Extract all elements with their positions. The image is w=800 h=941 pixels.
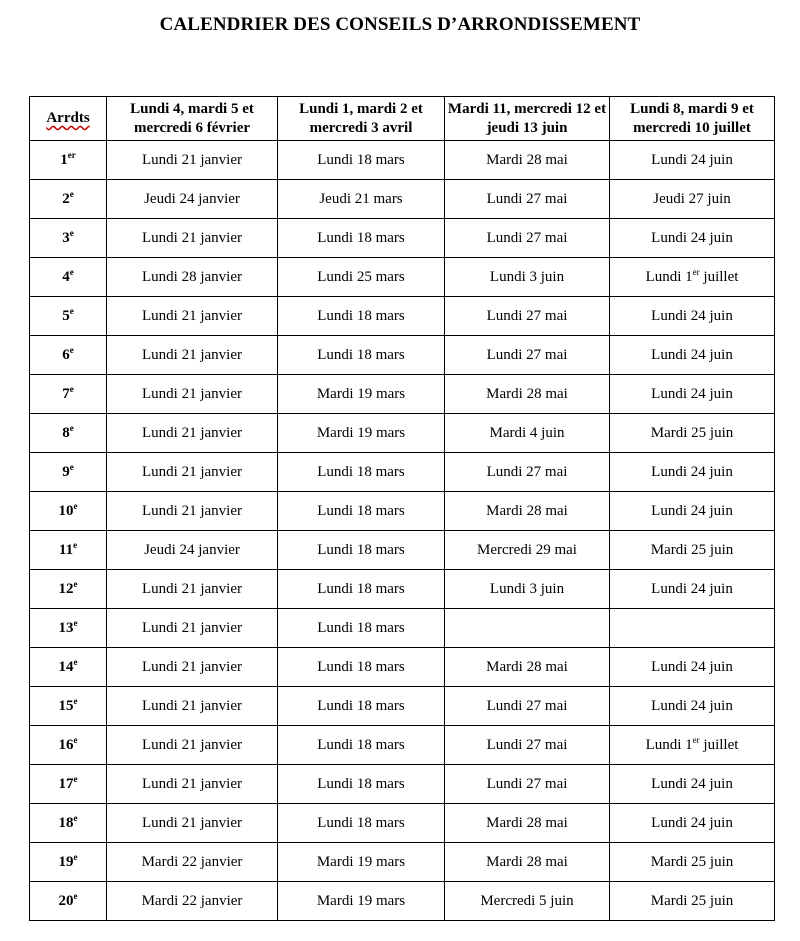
table-row xyxy=(30,219,775,258)
date-cell-june: Lundi 27 mai xyxy=(445,336,610,375)
arrondissement-suffix: e xyxy=(73,851,78,862)
arrondissement-number: 1 xyxy=(60,151,68,168)
table-row xyxy=(30,336,775,375)
date-cell-february: Lundi 21 janvier xyxy=(107,141,278,180)
table-row xyxy=(30,258,775,297)
table-row xyxy=(30,843,775,882)
date-cell-april: Lundi 18 mars xyxy=(278,531,445,570)
table-row xyxy=(30,687,775,726)
table-row xyxy=(30,414,775,453)
date-cell-july xyxy=(610,609,775,648)
date-cell-february: Lundi 21 janvier xyxy=(107,492,278,531)
date-cell-june: Mercredi 29 mai xyxy=(445,531,610,570)
arrondissement-suffix: e xyxy=(73,695,78,706)
date-cell-june: Lundi 27 mai xyxy=(445,453,610,492)
arrondissement-suffix: e xyxy=(73,539,78,550)
arrondissement-cell xyxy=(30,492,107,531)
arrondissement-number: 15 xyxy=(58,697,74,714)
date-cell-february: Lundi 21 janvier xyxy=(107,726,278,765)
date-cell-february: Lundi 21 janvier xyxy=(107,414,278,453)
date-cell-june: Mardi 28 mai xyxy=(445,492,610,531)
header-session-june: Mardi 11, mercredi 12 et jeudi 13 juin xyxy=(445,97,610,141)
date-cell-july: Mardi 25 juin xyxy=(610,531,775,570)
arrondissement-number: 9 xyxy=(62,463,70,480)
date-cell-july: Jeudi 27 juin xyxy=(610,180,775,219)
ordinal-suffix: er xyxy=(692,734,700,745)
table-row xyxy=(30,297,775,336)
calendar-table xyxy=(29,96,775,921)
arrondissement-cell xyxy=(30,726,107,765)
arrondissement-suffix: e xyxy=(73,578,78,589)
arrondissement-cell xyxy=(30,882,107,921)
arrondissement-cell xyxy=(30,804,107,843)
date-cell-february: Lundi 21 janvier xyxy=(107,219,278,258)
table-row xyxy=(30,765,775,804)
arrondissement-number: 4 xyxy=(62,268,70,285)
date-cell-july: Mardi 25 juin xyxy=(610,414,775,453)
table-row xyxy=(30,570,775,609)
date-cell-july: Lundi 24 juin xyxy=(610,375,775,414)
arrondissement-suffix: e xyxy=(73,617,78,628)
date-cell-april: Lundi 18 mars xyxy=(278,336,445,375)
arrondissement-suffix: er xyxy=(67,149,76,160)
date-cell-april: Lundi 18 mars xyxy=(278,765,445,804)
arrondissement-suffix: e xyxy=(69,305,74,316)
arrondissement-suffix: e xyxy=(69,188,74,199)
table-row xyxy=(30,375,775,414)
date-cell-june: Lundi 27 mai xyxy=(445,687,610,726)
arrondissement-suffix: e xyxy=(69,266,74,277)
date-cell-june: Mardi 28 mai xyxy=(445,141,610,180)
date-cell-february: Lundi 21 janvier xyxy=(107,687,278,726)
arrondissement-cell xyxy=(30,843,107,882)
arrondissement-cell xyxy=(30,570,107,609)
date-cell-june xyxy=(445,609,610,648)
date-cell-february: Mardi 22 janvier xyxy=(107,843,278,882)
date-cell-june: Lundi 27 mai xyxy=(445,726,610,765)
date-cell-february: Lundi 21 janvier xyxy=(107,765,278,804)
table-row xyxy=(30,453,775,492)
date-cell-june: Lundi 27 mai xyxy=(445,180,610,219)
date-cell-july: Lundi 1er juillet xyxy=(610,726,775,765)
date-cell-february: Lundi 28 janvier xyxy=(107,258,278,297)
date-cell-june: Mardi 4 juin xyxy=(445,414,610,453)
date-cell-july: Mardi 25 juin xyxy=(610,843,775,882)
date-cell-july: Lundi 24 juin xyxy=(610,492,775,531)
arrondissement-cell xyxy=(30,258,107,297)
arrondissement-cell xyxy=(30,375,107,414)
date-cell-july: Lundi 1er juillet xyxy=(610,258,775,297)
date-cell-april: Mardi 19 mars xyxy=(278,375,445,414)
date-cell-february: Lundi 21 janvier xyxy=(107,336,278,375)
ordinal-suffix: er xyxy=(692,266,700,277)
date-cell-july: Lundi 24 juin xyxy=(610,336,775,375)
arrondissement-cell xyxy=(30,648,107,687)
date-cell-june: Lundi 3 juin xyxy=(445,570,610,609)
arrondissement-number: 11 xyxy=(58,541,74,558)
date-cell-june: Mardi 28 mai xyxy=(445,804,610,843)
arrondissement-cell xyxy=(30,219,107,258)
table-row xyxy=(30,609,775,648)
arrondissement-suffix: e xyxy=(69,461,74,472)
table-row xyxy=(30,648,775,687)
date-cell-february: Mardi 22 janvier xyxy=(107,882,278,921)
date-cell-february: Lundi 21 janvier xyxy=(107,375,278,414)
date-cell-april: Mardi 19 mars xyxy=(278,414,445,453)
date-cell-june: Mercredi 5 juin xyxy=(445,882,610,921)
arrondissement-number: 12 xyxy=(58,580,74,597)
header-session-july: Lundi 8, mardi 9 et mercredi 10 juillet xyxy=(610,97,775,141)
arrondissement-number: 7 xyxy=(62,385,70,402)
arrondissement-cell xyxy=(30,765,107,804)
table-header-row xyxy=(30,97,775,141)
date-cell-july: Lundi 24 juin xyxy=(610,765,775,804)
arrondissement-suffix: e xyxy=(69,383,74,394)
date-cell-july: Lundi 24 juin xyxy=(610,648,775,687)
document-title: CALENDRIER DES CONSEILS D’ARRONDISSEMENT xyxy=(159,14,641,35)
date-cell-february: Lundi 21 janvier xyxy=(107,453,278,492)
date-cell-july: Lundi 24 juin xyxy=(610,453,775,492)
date-cell-june: Mardi 28 mai xyxy=(445,375,610,414)
arrondissement-number: 10 xyxy=(58,502,74,519)
header-arrdts: Arrdts xyxy=(30,97,107,141)
date-cell-july: Mardi 25 juin xyxy=(610,882,775,921)
date-cell-april: Mardi 19 mars xyxy=(278,843,445,882)
header-session-april: Lundi 1, mardi 2 et mercredi 3 avril xyxy=(278,97,445,141)
date-cell-july: Lundi 24 juin xyxy=(610,804,775,843)
date-cell-april: Lundi 18 mars xyxy=(278,570,445,609)
table-row xyxy=(30,141,775,180)
arrondissement-suffix: e xyxy=(69,344,74,355)
arrondissement-number: 3 xyxy=(62,229,70,246)
arrondissement-number: 20 xyxy=(58,892,74,909)
date-cell-april: Lundi 18 mars xyxy=(278,648,445,687)
arrondissement-suffix: e xyxy=(73,656,78,667)
arrondissement-cell xyxy=(30,531,107,570)
date-cell-july: Lundi 24 juin xyxy=(610,687,775,726)
date-cell-june: Lundi 3 juin xyxy=(445,258,610,297)
table-body xyxy=(30,141,775,921)
arrondissement-suffix: e xyxy=(73,812,78,823)
arrondissement-cell xyxy=(30,414,107,453)
table-row xyxy=(30,531,775,570)
arrondissement-number: 16 xyxy=(58,736,74,753)
arrondissement-suffix: e xyxy=(73,500,78,511)
arrondissement-number: 6 xyxy=(62,346,70,363)
date-cell-april: Lundi 18 mars xyxy=(278,219,445,258)
table-row xyxy=(30,804,775,843)
arrondissement-number: 19 xyxy=(58,853,74,870)
table-row xyxy=(30,882,775,921)
table-row xyxy=(30,180,775,219)
date-cell-july: Lundi 24 juin xyxy=(610,219,775,258)
header-session-february: Lundi 4, mardi 5 et mercredi 6 février xyxy=(107,97,278,141)
date-cell-june: Lundi 27 mai xyxy=(445,297,610,336)
arrondissement-cell xyxy=(30,453,107,492)
arrondissement-suffix: e xyxy=(69,422,74,433)
arrondissement-number: 14 xyxy=(58,658,74,675)
arrondissement-number: 2 xyxy=(62,190,70,207)
date-cell-february: Lundi 21 janvier xyxy=(107,297,278,336)
date-cell-april: Lundi 18 mars xyxy=(278,609,445,648)
date-cell-april: Lundi 18 mars xyxy=(278,687,445,726)
date-cell-july: Lundi 24 juin xyxy=(610,141,775,180)
date-cell-april: Lundi 18 mars xyxy=(278,297,445,336)
arrondissement-cell xyxy=(30,336,107,375)
date-cell-june: Mardi 28 mai xyxy=(445,843,610,882)
date-cell-february: Jeudi 24 janvier xyxy=(107,531,278,570)
date-cell-april: Lundi 18 mars xyxy=(278,141,445,180)
date-cell-february: Lundi 21 janvier xyxy=(107,804,278,843)
date-cell-april: Lundi 18 mars xyxy=(278,726,445,765)
arrondissement-number: 18 xyxy=(58,814,74,831)
date-cell-april: Lundi 25 mars xyxy=(278,258,445,297)
arrondissement-number: 13 xyxy=(58,619,74,636)
arrondissement-suffix: e xyxy=(73,890,78,901)
date-cell-february: Lundi 21 janvier xyxy=(107,609,278,648)
date-cell-april: Lundi 18 mars xyxy=(278,804,445,843)
date-cell-april: Lundi 18 mars xyxy=(278,492,445,531)
date-cell-june: Mardi 28 mai xyxy=(445,648,610,687)
date-cell-february: Jeudi 24 janvier xyxy=(107,180,278,219)
date-cell-july: Lundi 24 juin xyxy=(610,297,775,336)
table-row xyxy=(30,726,775,765)
arrondissement-suffix: e xyxy=(73,734,78,745)
date-cell-june: Lundi 27 mai xyxy=(445,765,610,804)
arrondissement-cell xyxy=(30,687,107,726)
date-cell-june: Lundi 27 mai xyxy=(445,219,610,258)
arrondissement-cell xyxy=(30,180,107,219)
date-cell-april: Mardi 19 mars xyxy=(278,882,445,921)
date-cell-april: Jeudi 21 mars xyxy=(278,180,445,219)
arrondissement-cell xyxy=(30,297,107,336)
arrondissement-number: 8 xyxy=(62,424,70,441)
date-cell-february: Lundi 21 janvier xyxy=(107,648,278,687)
date-cell-february: Lundi 21 janvier xyxy=(107,570,278,609)
arrondissement-suffix: e xyxy=(69,227,74,238)
arrondissement-number: 5 xyxy=(62,307,70,324)
date-cell-april: Lundi 18 mars xyxy=(278,453,445,492)
date-cell-july: Lundi 24 juin xyxy=(610,570,775,609)
table-row xyxy=(30,492,775,531)
arrondissement-cell xyxy=(30,609,107,648)
arrondissement-number: 17 xyxy=(58,775,74,792)
arrondissement-cell xyxy=(30,141,107,180)
arrondissement-suffix: e xyxy=(73,773,78,784)
